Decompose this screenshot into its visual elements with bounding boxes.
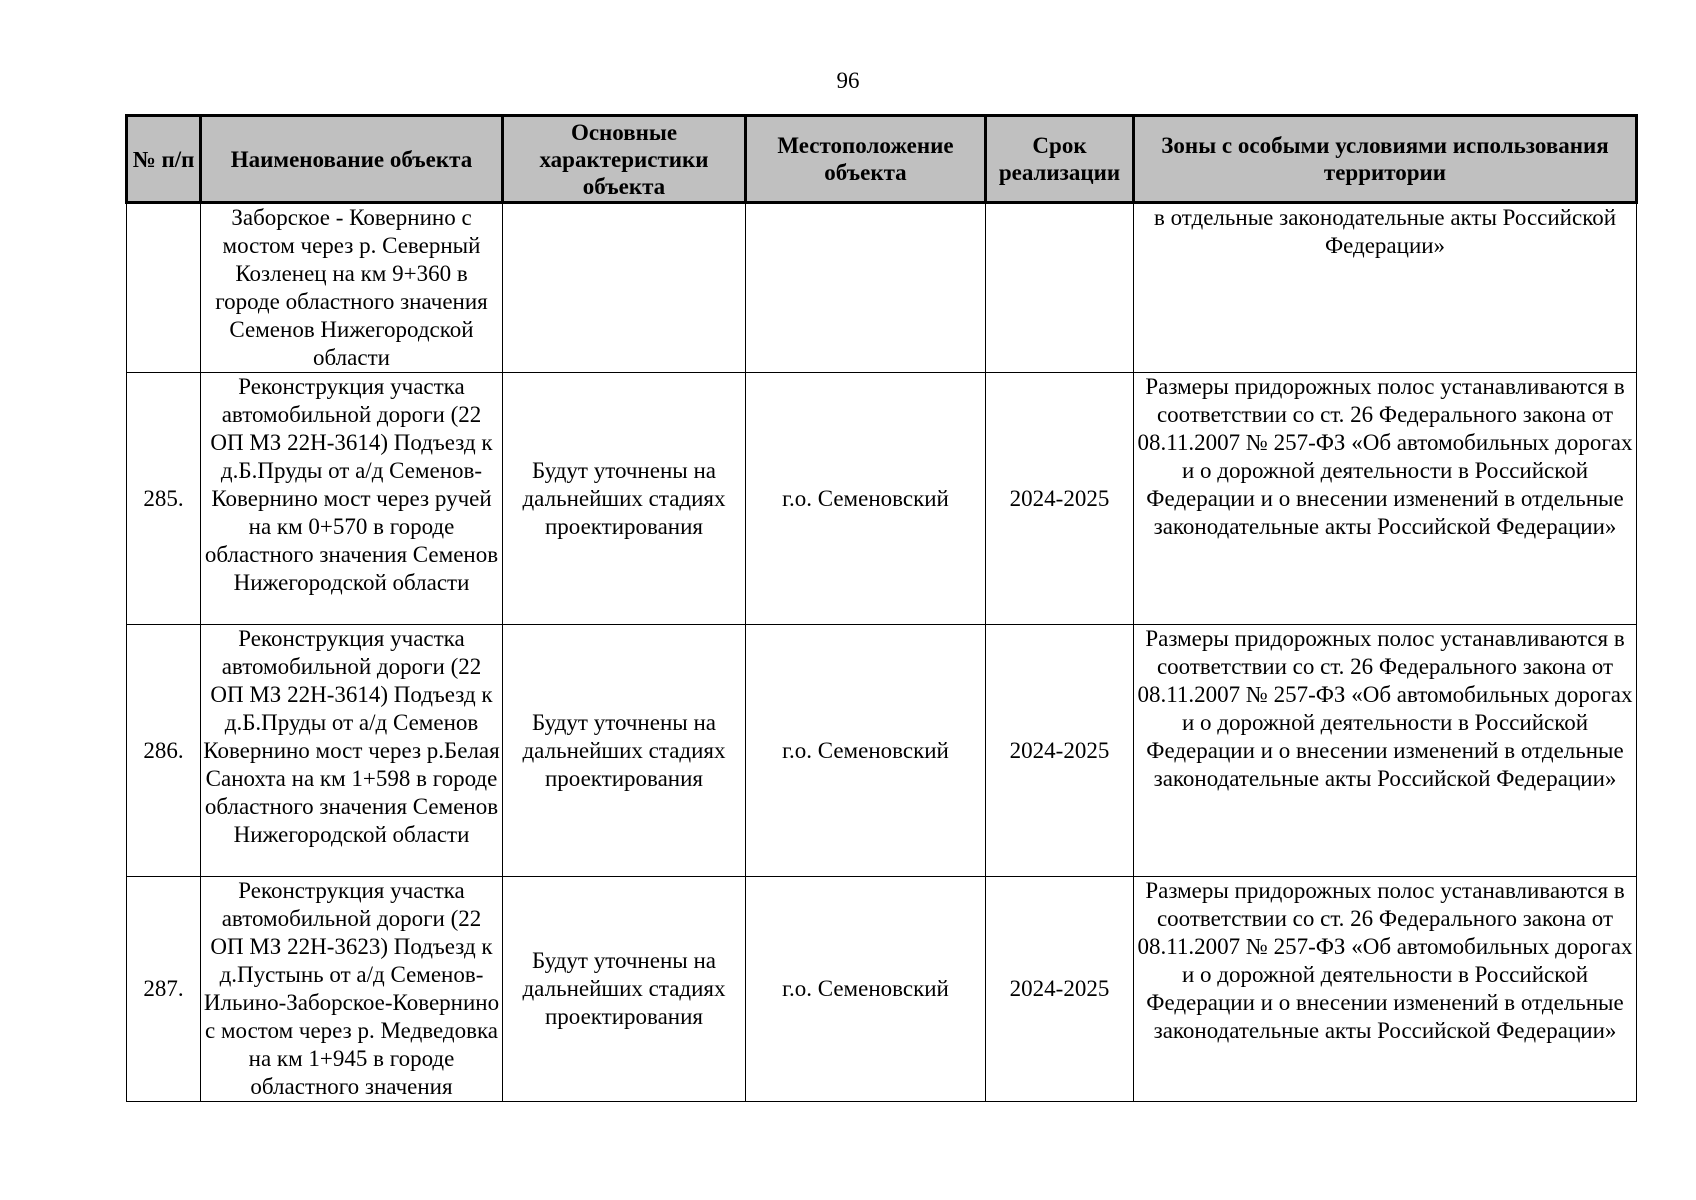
header-name: Наименование объекта (201, 116, 503, 203)
cell-name: Заборское - Ковернино с мостом через р. Северный Козленец на км 9+360 в городе областного значения Семенов Нижегородской области (201, 203, 503, 373)
cell-name: Реконструкция участка автомобильной дороги (22 ОП МЗ 22Н-3614) Подъезд к д.Б.Пруды от а/д Семенов Ковернино мост через р.Белая Санохта на км 1+598 в городе областного значения Семенов Нижегородской области (201, 625, 503, 877)
cell-characteristics: Будут уточнены на дальнейших стадиях проектирования (503, 625, 746, 877)
cell-characteristics: Будут уточнены на дальнейших стадиях проектирования (503, 877, 746, 1102)
objects-table (125, 114, 1638, 1102)
cell-num: 287. (127, 877, 201, 1102)
cell-location: г.о. Семеновский (746, 877, 986, 1102)
header-term: Срок реализации (986, 116, 1134, 203)
cell-term: 2024-2025 (986, 373, 1134, 625)
cell-zones: Размеры придорожных полос устанавливаются в соответствии со ст. 26 Федерального закона от 08.11.2007 № 257-ФЗ «Об автомобильных дорогах и о дорожной деятельности в Российской Федерации и о внесении изменений в отдельные законодательные акты Российской Федерации» (1134, 625, 1637, 877)
cell-term: 2024-2025 (986, 877, 1134, 1102)
cell-num: 286. (127, 625, 201, 877)
table-row (127, 373, 1637, 625)
cell-location: г.о. Семеновский (746, 625, 986, 877)
cell-characteristics (503, 203, 746, 373)
header-zones: Зоны с особыми условиями использования территории (1134, 116, 1637, 203)
cell-name: Реконструкция участка автомобильной дороги (22 ОП МЗ 22Н-3623) Подъезд к д.Пустынь от а/д Семенов-Ильино-Заборское-Ковернино с мостом через р. Медведовка на км 1+945 в городе областного значения (201, 877, 503, 1102)
cell-term: 2024-2025 (986, 625, 1134, 877)
cell-zones: Размеры придорожных полос устанавливаются в соответствии со ст. 26 Федерального закона от 08.11.2007 № 257-ФЗ «Об автомобильных дорогах и о дорожной деятельности в Российской Федерации и о внесении изменений в отдельные законодательные акты Российской Федерации» (1134, 877, 1637, 1102)
header-location: Местоположение объекта (746, 116, 986, 203)
table-row (127, 203, 1637, 373)
cell-num: 285. (127, 373, 201, 625)
cell-name: Реконструкция участка автомобильной дороги (22 ОП МЗ 22Н-3614) Подъезд к д.Б.Пруды от а/д Семенов-Ковернино мост через ручей на км 0+570 в городе областного значения Семенов Нижегородской области (201, 373, 503, 625)
page-number: 96 (836, 68, 860, 93)
cell-characteristics: Будут уточнены на дальнейших стадиях проектирования (503, 373, 746, 625)
header-num: № п/п (127, 116, 201, 203)
table-header-row (127, 116, 1637, 203)
cell-location (746, 203, 986, 373)
table-row (127, 877, 1637, 1102)
header-characteristics: Основные характеристики объекта (503, 116, 746, 203)
cell-zones: в отдельные законодательные акты Российской Федерации» (1134, 203, 1637, 373)
cell-location: г.о. Семеновский (746, 373, 986, 625)
cell-num (127, 203, 201, 373)
cell-term (986, 203, 1134, 373)
table-row (127, 625, 1637, 877)
cell-zones: Размеры придорожных полос устанавливаются в соответствии со ст. 26 Федерального закона от 08.11.2007 № 257-ФЗ «Об автомобильных дорогах и о дорожной деятельности в Российской Федерации и о внесении изменений в отдельные законодательные акты Российской Федерации» (1134, 373, 1637, 625)
